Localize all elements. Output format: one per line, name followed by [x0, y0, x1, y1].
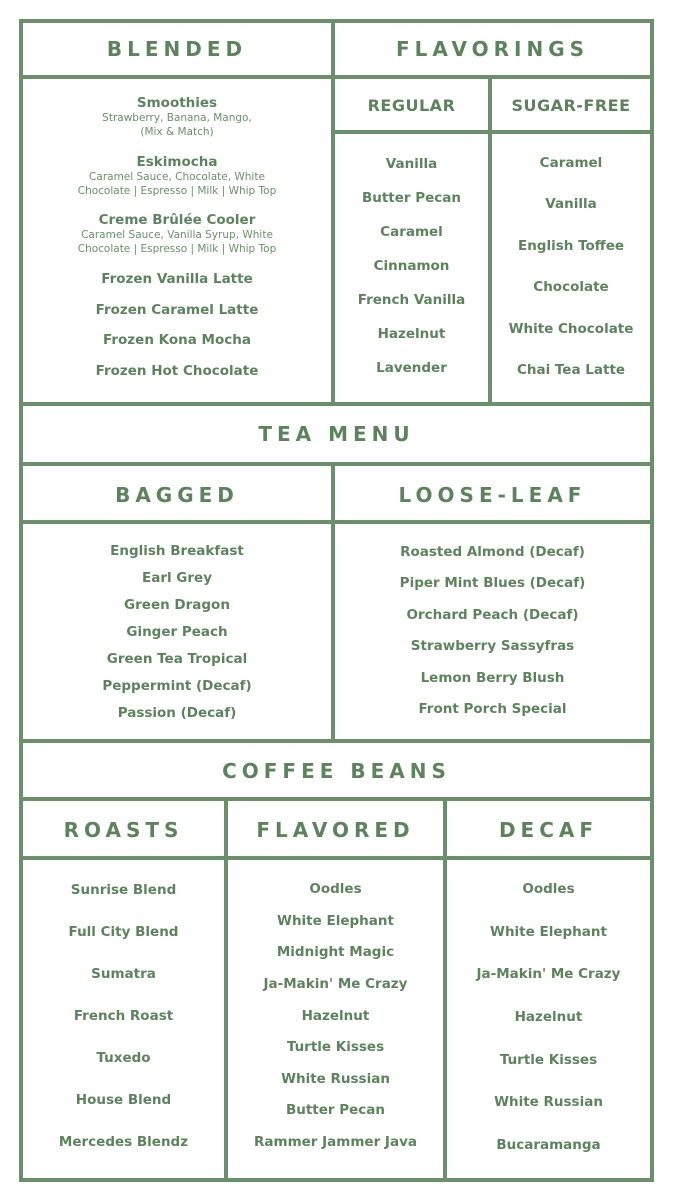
item-name: Smoothies	[136, 95, 218, 111]
menu-item: Ja-Makin' Me Crazy	[263, 975, 408, 992]
menu-item: Tuxedo	[96, 1050, 151, 1066]
coffee-beans-heading: COFFEE BEANS	[222, 759, 451, 783]
menu-item: Turtle Kisses	[286, 1039, 385, 1056]
menu-item: Orchard Peach (Decaf)	[406, 606, 579, 623]
menu-item: Caramel	[539, 155, 603, 171]
menu-item: Butter Pecan	[285, 1102, 386, 1119]
menu-item: Sumatra	[91, 966, 156, 982]
menu-item: White Russian	[281, 1070, 390, 1087]
divider	[19, 797, 654, 801]
roasts-list	[23, 882, 224, 1150]
menu-item: Frozen Kona Mocha	[103, 332, 251, 349]
item-description: Caramel Sauce, Vanilla Syrup, White	[81, 229, 273, 242]
tea-menu-heading: TEA MENU	[258, 422, 415, 446]
menu-item: English Breakfast	[110, 543, 244, 559]
menu-item: Sunrise Blend	[70, 882, 177, 898]
item-description: Chocolate | Espresso | Milk | Whip Top	[77, 184, 277, 197]
menu-item: French Vanilla	[357, 292, 466, 308]
menu-item: Green Dragon	[124, 597, 230, 613]
regular-flavorings-list	[335, 156, 488, 376]
menu-item: Front Porch Special	[418, 700, 567, 717]
bagged-heading: BAGGED	[115, 483, 239, 507]
divider	[19, 856, 654, 860]
menu-item: Oodles	[309, 881, 362, 897]
menu-item: Frozen Caramel Latte	[95, 301, 259, 318]
flavored-heading: FLAVORED	[256, 818, 415, 842]
menu-item: Cinnamon	[373, 258, 450, 274]
menu-item: Butter Pecan	[361, 190, 462, 206]
decaf-heading: DECAF	[498, 818, 599, 842]
menu-item: Rammer Jammer Java	[254, 1134, 417, 1150]
regular-heading: REGULAR	[367, 96, 456, 115]
menu-item: Hazelnut	[301, 1007, 370, 1024]
blended-list	[23, 95, 331, 379]
menu-item: Piper Mint Blues (Decaf)	[399, 575, 586, 592]
menu-item: Chocolate	[533, 279, 609, 296]
menu-item: White Russian	[494, 1094, 603, 1111]
item-description: Strawberry, Banana, Mango,	[102, 112, 252, 124]
menu-item: Chai Tea Latte	[516, 361, 626, 378]
menu-item: Mercedes Blendz	[58, 1134, 189, 1150]
menu-item: Ja-Makin' Me Crazy	[476, 966, 621, 983]
loose-leaf-tea-list	[335, 544, 650, 717]
menu-item: Frozen Vanilla Latte	[101, 270, 253, 287]
menu-item: Oodles	[522, 881, 575, 897]
bagged-tea-list	[23, 543, 331, 721]
decaf-coffee-list	[447, 881, 650, 1153]
divider	[19, 75, 654, 79]
menu-item	[78, 154, 277, 198]
flavorings-heading: FLAVORINGS	[395, 37, 590, 61]
blended-heading: BLENDED	[106, 37, 248, 61]
menu-item: Full City Blend	[68, 924, 179, 940]
menu-item: English Toffee	[517, 237, 625, 254]
menu-item: Lavender	[376, 360, 447, 376]
menu-item: Frozen Hot Chocolate	[95, 362, 259, 379]
divider	[19, 462, 654, 466]
menu-item: White Elephant	[490, 923, 607, 940]
item-description: Chocolate | Espresso | Milk | Whip Top	[77, 243, 277, 256]
menu-item: Passion (Decaf)	[117, 705, 237, 721]
menu-item: Strawberry Sassyfras	[410, 638, 575, 655]
menu-item: Turtle Kisses	[499, 1051, 598, 1068]
item-name: Creme Brûlée Cooler	[98, 212, 256, 229]
menu-item: Vanilla	[385, 156, 438, 172]
menu-item: Hazelnut	[514, 1008, 583, 1025]
menu-item: Midnight Magic	[276, 944, 395, 961]
divider	[335, 130, 654, 134]
menu-item: Hazelnut	[377, 326, 446, 342]
menu-item: Earl Grey	[141, 570, 212, 586]
menu-item: Vanilla	[545, 196, 597, 213]
menu-item: French Roast	[73, 1008, 174, 1024]
menu-item: Ginger Peach	[126, 624, 228, 640]
menu-item: Bucaramanga	[496, 1136, 601, 1153]
sugar-free-heading: SUGAR-FREE	[511, 96, 631, 115]
menu-item	[78, 212, 277, 256]
menu-item: Green Tea Tropical	[106, 651, 248, 667]
menu-item: Peppermint (Decaf)	[102, 678, 252, 694]
item-description: Caramel Sauce, Chocolate, White	[89, 170, 265, 183]
divider	[19, 739, 654, 743]
menu-item: Lemon Berry Blush	[420, 669, 565, 686]
menu-item: Caramel	[380, 224, 443, 240]
menu-item: Roasted Almond (Decaf)	[400, 544, 585, 560]
item-name: Eskimocha	[136, 153, 218, 170]
menu-item: House Blend	[75, 1092, 172, 1108]
menu-item	[102, 95, 252, 139]
divider	[19, 402, 654, 406]
item-description: (Mix & Match)	[140, 126, 214, 138]
menu-item: White Elephant	[277, 912, 394, 929]
loose-leaf-heading: LOOSE-LEAF	[398, 483, 587, 507]
sugar-free-flavorings-list	[492, 155, 650, 378]
roasts-heading: ROASTS	[63, 818, 184, 842]
divider	[19, 520, 654, 524]
flavored-coffee-list	[228, 881, 443, 1150]
menu-item: White Chocolate	[508, 320, 634, 337]
